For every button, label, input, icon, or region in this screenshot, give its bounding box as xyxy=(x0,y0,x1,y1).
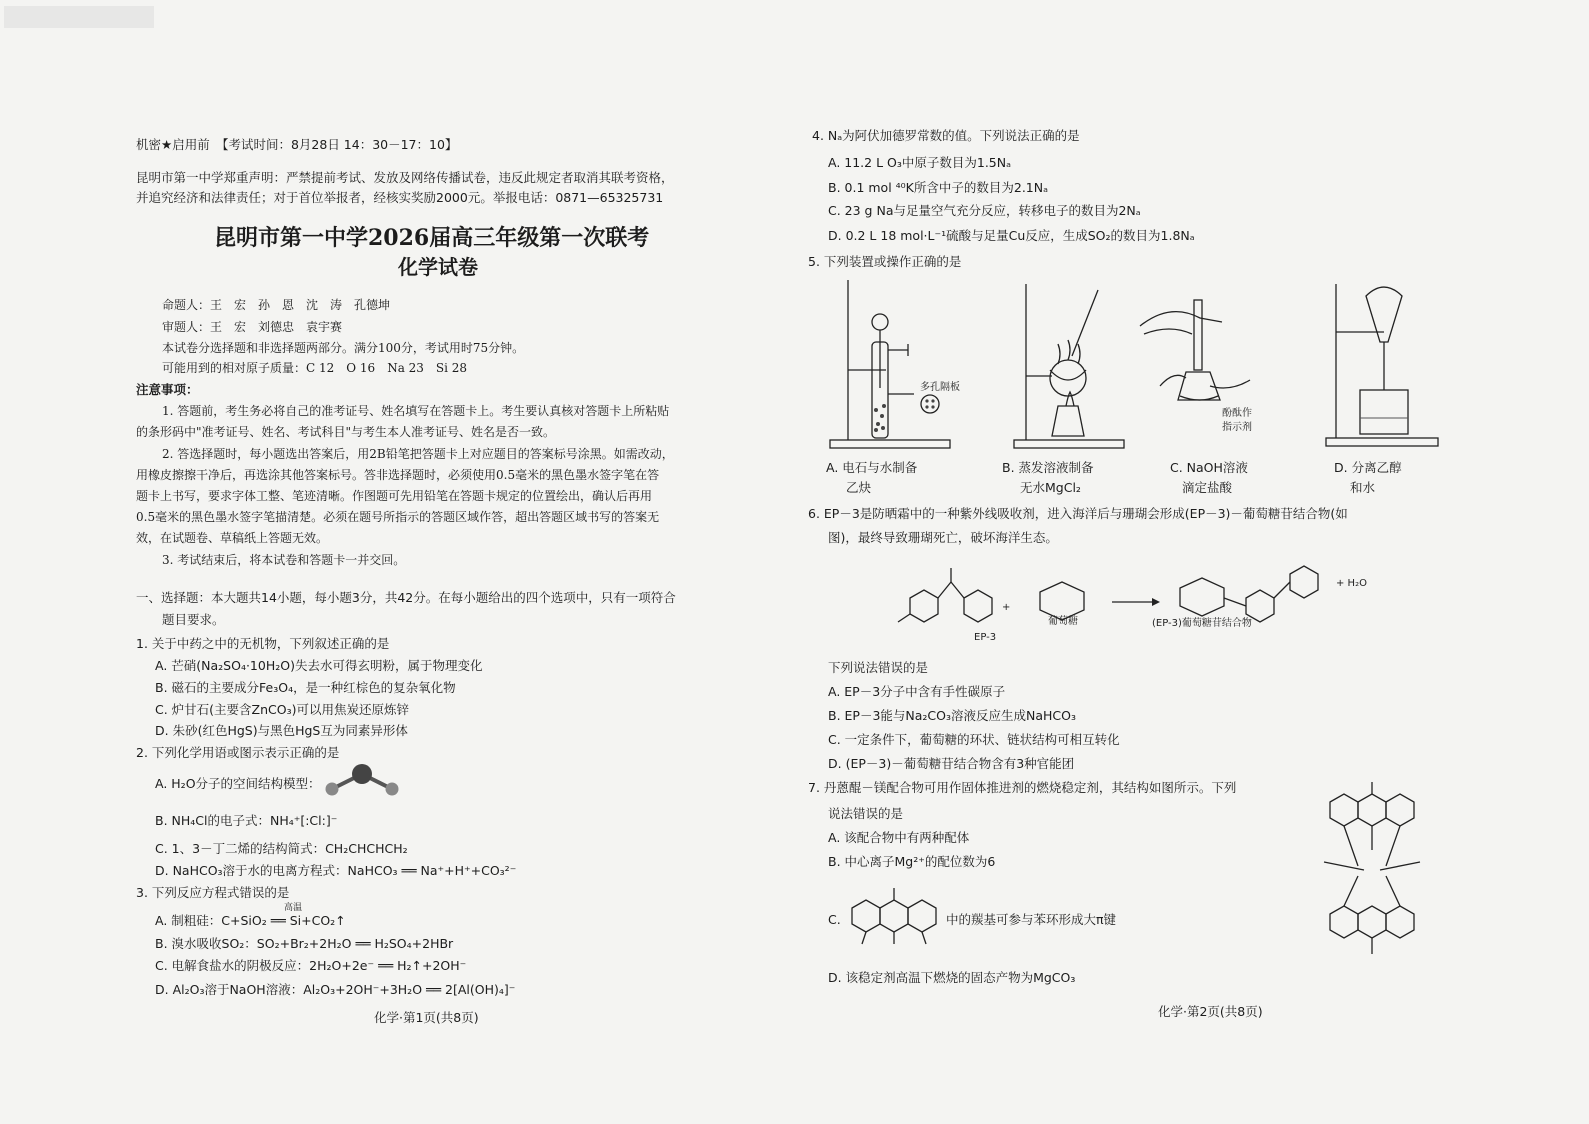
water-molecule-model xyxy=(312,762,412,802)
statement-line-2: 并追究经济和法律责任；对于首位举报者，经核实奖励2000元。举报电话：0871—65325731 xyxy=(136,190,664,205)
q6-option-a: A. EP－3分子中含有手性碳原子 xyxy=(828,684,1006,699)
apparatus-d-separation xyxy=(1326,280,1446,450)
q1-option-b: B. 磁石的主要成分Fe₃O₄，是一种红棕色的复杂氧化物 xyxy=(155,680,456,695)
q5-option-a-line1: A. 电石与水制备 xyxy=(826,460,918,475)
notice-2d: 0.5毫米的黑色墨水签字笔描清楚。必须在题号所指示的答题区域作答，超出答题区域书写的答案无 xyxy=(136,510,660,524)
q5-option-b-line2: 无水MgCl₂ xyxy=(1020,480,1081,495)
exam-info-2: 可能用到的相对原子质量：C 12 O 16 Na 23 Si 28 xyxy=(162,361,468,375)
product-label: (EP-3)葡萄糖苷结合物 xyxy=(1152,618,1252,629)
q4-option-b: B. 0.1 mol ⁴⁰K所含中子的数目为2.1Nₐ xyxy=(828,180,1048,195)
q5-option-c-line2: 滴定盐酸 xyxy=(1182,480,1233,495)
q1-option-a: A. 芒硝(Na₂SO₄·10H₂O)失去水可得玄明粉，属于物理变化 xyxy=(155,658,483,673)
q3-option-c: C. 电解食盐水的阴极反应：2H₂O+2e⁻ ══ H₂↑+2OH⁻ xyxy=(155,958,467,973)
apparatus-c-titration xyxy=(1130,300,1270,455)
notice-2a: 2. 答选择题时，每小题选出答案后，用2B铅笔把答题卡上对应题目的答案标号涂黑。如需改动， xyxy=(162,447,674,461)
q3-option-a: A. 制粗硅：C+SiO₂ ══ Si+CO₂↑ xyxy=(155,913,346,928)
q7-option-c-prefix: C. xyxy=(828,912,841,927)
porous-plate-label: 多孔隔板 xyxy=(920,382,960,393)
question-4: 4. Nₐ为阿伏加德罗常数的值。下列说法正确的是 xyxy=(812,128,1080,143)
q6-option-d: D. (EP－3)－葡萄糖苷结合物含有3种官能团 xyxy=(828,756,1075,771)
question-7-line-b: 说法错误的是 xyxy=(828,806,904,821)
exam-info-1: 本试卷分选择题和非选择题两部分。满分100分，考试用时75分钟。 xyxy=(162,341,525,355)
q5-option-c-line1: C. NaOH溶液 xyxy=(1170,460,1248,475)
q7-option-a: A. 该配合物中有两种配体 xyxy=(828,830,970,845)
q3-option-b: B. 溴水吸收SO₂：SO₂+Br₂+2H₂O ══ H₂SO₄+2HBr xyxy=(155,936,454,951)
q4-option-c: C. 23 g Na与足量空气充分反应，转移电子的数目为2Nₐ xyxy=(828,203,1141,218)
notice-2e: 效，在试题卷、草稿纸上答题无效。 xyxy=(136,531,329,545)
q6-question: 下列说法错误的是 xyxy=(828,660,929,675)
notice-1b: 的条形码中"准考证号、姓名、考试科目"与考生本人准考证号、姓名是否一致。 xyxy=(136,425,556,439)
authors: 命题人：王 宏 孙 恩 沈 涛 孔德坤 xyxy=(162,298,391,312)
q5-option-d-line1: D. 分离乙醇 xyxy=(1334,460,1402,475)
q3-option-d: D. Al₂O₃溶于NaOH溶液：Al₂O₃+2OH⁻+3H₂O ══ 2[Al(OH)₄]⁻ xyxy=(155,982,516,997)
question-7-line-a: 7. 丹蒽醌－镁配合物可用作固体推进剂的燃烧稳定剂，其结构如图所示。下列 xyxy=(808,780,1237,795)
notice-title: 注意事项： xyxy=(136,382,199,397)
question-5: 5. 下列装置或操作正确的是 xyxy=(808,254,962,269)
water-product: + H₂O xyxy=(1336,578,1367,589)
ep3-label: EP-3 xyxy=(974,632,997,643)
svg-text:+: + xyxy=(1002,602,1011,613)
q2-option-b: B. NH₄Cl的电子式：NH₄⁺[:Cl:]⁻ xyxy=(155,813,338,828)
dantron-structure xyxy=(846,880,946,970)
notice-2c: 题卡上书写，要求字体工整、笔迹清晰。作图题可先用铅笔在答题卡规定的位置绘出，确认后再用 xyxy=(136,489,653,503)
q2-option-c: C. 1、3－丁二烯的结构简式：CH₂CHCHCH₂ xyxy=(155,841,408,856)
mg-complex-structure xyxy=(1294,776,1444,968)
notice-2b: 用橡皮擦擦干净后，再选涂其他答案标号。答非选择题时，必须使用0.5毫米的黑色墨水签字笔在答 xyxy=(136,468,660,482)
q3a-condition: 高温 xyxy=(284,903,303,913)
notice-3: 3. 考试结束后，将本试卷和答题卡一并交回。 xyxy=(162,553,406,567)
q6-reaction-scheme xyxy=(890,552,1490,652)
page-1-footer: 化学·第1页(共8页) xyxy=(374,1010,479,1025)
notice-1a: 1. 答题前，考生务必将自己的准考证号、姓名填写在答题卡上。考生要认真核对答题卡上所粘贴 xyxy=(162,404,670,418)
question-6-line-a: 6. EP－3是防晒霜中的一种紫外线吸收剂，进入海洋后与珊瑚会形成(EP－3)－葡萄糖苷结合物(如 xyxy=(808,506,1348,521)
apparatus-a-acetylene xyxy=(824,278,994,453)
exam-subtitle: 化学试卷 xyxy=(398,255,478,279)
q4-option-a: A. 11.2 L O₃中原子数目为1.5Nₐ xyxy=(828,155,1011,170)
q6-option-b: B. EP－3能与Na₂CO₃溶液反应生成NaHCO₃ xyxy=(828,708,1076,723)
question-1: 1. 关于中药之中的无机物，下列叙述正确的是 xyxy=(136,636,390,651)
question-3: 3. 下列反应方程式错误的是 xyxy=(136,885,290,900)
q5-option-d-line2: 和水 xyxy=(1350,480,1376,495)
q4-option-d: D. 0.2 L 18 mol·L⁻¹硫酸与足量Cu反应，生成SO₂的数目为1.8Nₐ xyxy=(828,228,1195,243)
q7-option-c: 中的羰基可参与苯环形成大π键 xyxy=(946,912,1117,927)
q5-option-b-line1: B. 蒸发溶液制备 xyxy=(1002,460,1094,475)
page-1 xyxy=(0,0,790,1124)
q1-option-d: D. 朱砂(红色HgS)与黑色HgS互为同素异形体 xyxy=(155,723,408,738)
question-6-line-b: 图)，最终导致珊瑚死亡，破坏海洋生态。 xyxy=(828,530,1058,545)
indicator-label-2: 指示剂 xyxy=(1222,422,1252,433)
q6-option-c: C. 一定条件下，葡萄糖的环状、链状结构可相互转化 xyxy=(828,732,1120,747)
q5-option-a-line2: 乙炔 xyxy=(846,480,872,495)
exam-title: 昆明市第一中学2026届高三年级第一次联考 xyxy=(214,225,650,251)
statement-line-1: 昆明市第一中学郑重声明：严禁提前考试、发放及网络传播试卷，违反此规定者取消其联考资格， xyxy=(136,170,674,185)
section-1-line-b: 题目要求。 xyxy=(162,612,225,627)
question-2: 2. 下列化学用语或图示表示正确的是 xyxy=(136,745,340,760)
indicator-label-1: 酚酞作 xyxy=(1222,408,1252,419)
apparatus-b-evaporation xyxy=(1012,280,1132,452)
confidential-header: 机密★启用前 【考试时间：8月28日 14：30－17：10】 xyxy=(136,137,458,152)
page-2 xyxy=(790,0,1589,1124)
glucose-label: 葡萄糖 xyxy=(1048,616,1078,627)
q7-option-d: D. 该稳定剂高温下燃烧的固态产物为MgCO₃ xyxy=(828,970,1076,985)
reviewers: 审题人：王 宏 刘德忠 袁宇赛 xyxy=(162,320,343,334)
q2-option-d: D. NaHCO₃溶于水的电离方程式：NaHCO₃ ══ Na⁺+H⁺+CO₃²⁻ xyxy=(155,863,517,878)
q1-option-c: C. 炉甘石(主要含ZnCO₃)可以用焦炭还原炼锌 xyxy=(155,702,409,717)
section-1-line-a: 一、选择题：本大题共14小题，每小题3分，共42分。在每小题给出的四个选项中，只有一项符合 xyxy=(136,590,676,605)
q2-option-a: A. H₂O分子的空间结构模型： xyxy=(155,776,321,791)
page-2-footer: 化学·第2页(共8页) xyxy=(1158,1004,1263,1019)
q7-option-b: B. 中心离子Mg²⁺的配位数为6 xyxy=(828,854,996,869)
